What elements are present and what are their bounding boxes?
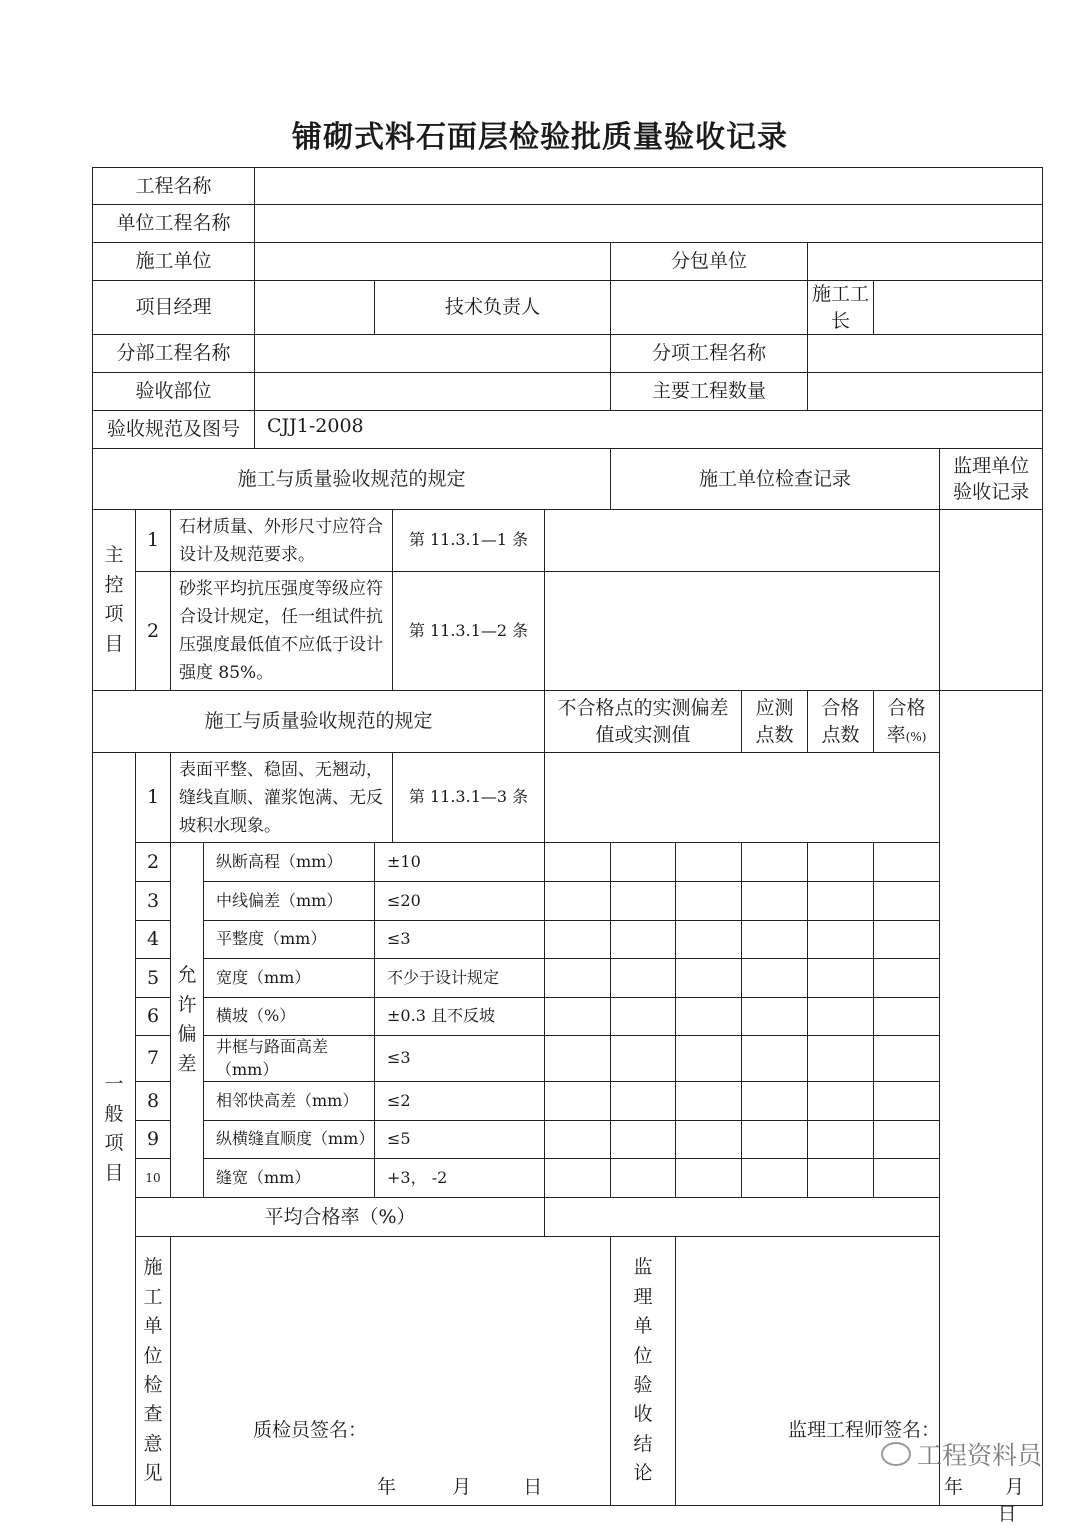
construction-unit-label: 施工单位 [93, 243, 255, 281]
tolerance-cell[interactable] [611, 921, 676, 959]
tolerance-cell[interactable] [611, 882, 676, 921]
average-pass-rate-value[interactable] [545, 1197, 940, 1236]
tolerance-cell[interactable] [742, 1120, 808, 1158]
tolerance-cell[interactable] [874, 843, 940, 882]
tolerance-no: 10 [136, 1158, 171, 1197]
tolerance-cell[interactable] [808, 1036, 874, 1082]
allowable-deviation-label: 允许偏差 [171, 843, 204, 1198]
tolerance-no: 8 [136, 1081, 171, 1120]
tolerance-cell[interactable] [676, 1081, 742, 1120]
tolerance-value: ≤3 [375, 1036, 545, 1082]
tolerance-cell[interactable] [545, 921, 611, 959]
project-manager-label: 项目经理 [93, 281, 255, 335]
tolerance-name: 平整度（mm） [204, 921, 375, 959]
tolerance-cell[interactable] [808, 882, 874, 921]
tolerance-no: 5 [136, 959, 171, 998]
tolerance-no: 2 [136, 843, 171, 882]
general-item-1-record[interactable] [545, 753, 940, 843]
should-measure-header: 应测点数 [742, 691, 808, 753]
page-title: 铺砌式料石面层检验批质量验收记录 [292, 120, 788, 155]
contractor-date-year: 年 [377, 1475, 397, 1498]
tolerance-cell[interactable] [545, 1158, 611, 1197]
subcontract-unit-label: 分包单位 [611, 243, 808, 281]
technical-lead-field[interactable] [611, 281, 808, 335]
main-item-2-desc: 砂浆平均抗压强度等级应符合设计规定，任一组试件抗压强度最低值不应低于设计强度 85%。 [171, 572, 393, 691]
tolerance-cell[interactable] [808, 921, 874, 959]
tolerance-cell[interactable] [808, 1081, 874, 1120]
pass-rate-header-main: 合格率 [886, 697, 926, 746]
general-item-1-no: 1 [136, 753, 171, 843]
tolerance-name: 宽度（mm） [204, 959, 375, 998]
tolerance-cell[interactable] [676, 1158, 742, 1197]
division-name-label: 分部工程名称 [93, 335, 255, 373]
general-item-1-clause: 第 11.3.1—3 条 [393, 753, 545, 843]
pass-rate-header [874, 691, 940, 753]
tolerance-cell[interactable] [611, 1036, 676, 1082]
tolerance-value: +3， -2 [375, 1158, 545, 1197]
main-item-2-no: 2 [136, 572, 171, 691]
tolerance-value: ≤5 [375, 1120, 545, 1158]
subitem-name-label: 分项工程名称 [611, 335, 808, 373]
technical-lead-label: 技术负责人 [375, 281, 611, 335]
tolerance-cell[interactable] [808, 1120, 874, 1158]
foreman-field[interactable] [874, 281, 1043, 335]
tolerance-cell[interactable] [611, 959, 676, 998]
contractor-date [377, 1474, 542, 1501]
tolerance-cell[interactable] [545, 1120, 611, 1158]
tolerance-cell[interactable] [611, 1158, 676, 1197]
tolerance-cell[interactable] [545, 1036, 611, 1082]
subitem-name-field[interactable] [808, 335, 1043, 373]
tolerance-cell[interactable] [808, 1158, 874, 1197]
general-spec-header: 施工与质量验收规范的规定 [93, 691, 545, 753]
watermark [881, 1436, 1042, 1472]
tolerance-no: 7 [136, 1036, 171, 1082]
main-item-1-record[interactable] [545, 510, 940, 572]
tolerance-name: 横坡（%） [204, 998, 375, 1036]
tolerance-cell[interactable] [874, 1036, 940, 1082]
tolerance-no: 3 [136, 882, 171, 921]
qualified-points-header: 合格点数 [808, 691, 874, 753]
tolerance-cell[interactable] [611, 843, 676, 882]
construction-unit-field[interactable] [255, 243, 611, 281]
tolerance-cell[interactable] [545, 1081, 611, 1120]
main-item-1-desc: 石材质量、外形尺寸应符合设计及规范要求。 [171, 510, 393, 572]
pass-rate-header-unit: (%) [905, 729, 927, 744]
average-pass-rate-label: 平均合格率（%） [136, 1197, 545, 1236]
tolerance-cell[interactable] [874, 921, 940, 959]
inspector-signature-label: 质检员签名： [253, 1418, 368, 1441]
tolerance-cell[interactable] [611, 998, 676, 1036]
tolerance-cell[interactable] [742, 843, 808, 882]
tolerance-cell[interactable] [874, 1081, 940, 1120]
tolerance-cell[interactable] [545, 882, 611, 921]
tolerance-cell[interactable] [874, 1158, 940, 1197]
foreman-label: 施工工长 [808, 281, 874, 335]
tolerance-cell[interactable] [808, 998, 874, 1036]
main-quantity-field[interactable] [808, 373, 1043, 411]
tolerance-cell[interactable] [742, 1158, 808, 1197]
tolerance-no: 4 [136, 921, 171, 959]
tolerance-value: 不少于设计规定 [375, 959, 545, 998]
tolerance-cell[interactable] [676, 882, 742, 921]
tolerance-cell[interactable] [676, 843, 742, 882]
contractor-date-month: 月 [452, 1475, 472, 1498]
main-item-1-no: 1 [136, 510, 171, 572]
main-item-2-record[interactable] [545, 572, 940, 691]
watermark-text: 工程资料员 [916, 1441, 1042, 1470]
tolerance-cell[interactable] [874, 882, 940, 921]
tolerance-cell[interactable] [874, 959, 940, 998]
tolerance-name: 井框与路面高差（mm） [204, 1036, 375, 1082]
tolerance-cell[interactable] [676, 921, 742, 959]
spec-header: 施工与质量验收规范的规定 [93, 449, 611, 510]
standard-label: 验收规范及图号 [93, 411, 255, 449]
main-quantity-label: 主要工程数量 [611, 373, 808, 411]
tolerance-name: 纵横缝直顺度（mm） [204, 1120, 375, 1158]
unit-project-field[interactable] [255, 205, 1043, 243]
tolerance-cell[interactable] [676, 959, 742, 998]
tolerance-cell[interactable] [545, 843, 611, 882]
tolerance-value: ±0.3 且不反坡 [375, 998, 545, 1036]
supervisor-date-month: 月 [1005, 1475, 1025, 1498]
tolerance-cell[interactable] [742, 1036, 808, 1082]
standard-value[interactable]: CJJ1-2008 [255, 411, 1043, 449]
engineer-signature-label: 监理工程师签名： [788, 1418, 941, 1441]
contractor-opinion-label: 施工单位检查意见 [136, 1236, 171, 1505]
tolerance-cell[interactable] [874, 1120, 940, 1158]
main-control-label: 主控项目 [93, 510, 136, 691]
tolerance-cell[interactable] [742, 959, 808, 998]
subcontract-unit-field[interactable] [808, 243, 1043, 281]
main-item-1-clause: 第 11.3.1—1 条 [393, 510, 545, 572]
tolerance-cell[interactable] [676, 1036, 742, 1082]
tolerance-value: ≤2 [375, 1081, 545, 1120]
project-name-label: 工程名称 [93, 168, 255, 205]
main-item-2-clause: 第 11.3.1—2 条 [393, 572, 545, 691]
tolerance-cell[interactable] [676, 998, 742, 1036]
tolerance-cell[interactable] [676, 1120, 742, 1158]
tolerance-name: 中线偏差（mm） [204, 882, 375, 921]
project-manager-field[interactable] [255, 281, 375, 335]
tolerance-cell[interactable] [808, 959, 874, 998]
check-record-header: 施工单位检查记录 [611, 449, 940, 510]
tolerance-cell[interactable] [874, 998, 940, 1036]
wechat-icon [881, 1442, 911, 1466]
supervisor-conclusion-label: 监理单位验收结论 [611, 1236, 676, 1505]
supervisor-date-year: 年 [944, 1475, 964, 1498]
tolerance-no: 9 [136, 1120, 171, 1158]
tolerance-cell[interactable] [611, 1081, 676, 1120]
contractor-opinion-area[interactable] [171, 1236, 611, 1505]
unit-project-label: 单位工程名称 [93, 205, 255, 243]
tolerance-cell[interactable] [742, 1081, 808, 1120]
tolerance-cell[interactable] [611, 1120, 676, 1158]
tolerance-value: ±10 [375, 843, 545, 882]
main-supervisor-record[interactable] [940, 510, 1043, 691]
general-label: 一般项目 [93, 753, 136, 1506]
inspection-part-field[interactable] [255, 373, 611, 411]
division-name-field[interactable] [255, 335, 611, 373]
supervisor-date [926, 1474, 1042, 1527]
supervisor-record-header: 监理单位验收记录 [940, 449, 1043, 510]
tolerance-cell[interactable] [742, 998, 808, 1036]
tolerance-value: ≤3 [375, 921, 545, 959]
project-name-field[interactable] [255, 168, 1043, 205]
tolerance-cell[interactable] [808, 843, 874, 882]
general-item-1-desc: 表面平整、稳固、无翘动，缝线直顺、灌浆饱满、无反坡积水现象。 [171, 753, 393, 843]
contractor-date-day: 日 [523, 1475, 543, 1498]
tolerance-no: 6 [136, 998, 171, 1036]
tolerance-name: 缝宽（mm） [204, 1158, 375, 1197]
tolerance-cell[interactable] [545, 959, 611, 998]
tolerance-name: 相邻快高差（mm） [204, 1081, 375, 1120]
supervisor-date-day: 日 [997, 1502, 1017, 1525]
inspection-part-label: 验收部位 [93, 373, 255, 411]
tolerance-cell[interactable] [742, 921, 808, 959]
deviation-header: 不合格点的实测偏差值或实测值 [545, 691, 742, 753]
inspection-record-table [92, 167, 1043, 1525]
tolerance-name: 纵断高程（mm） [204, 843, 375, 882]
tolerance-value: ≤20 [375, 882, 545, 921]
tolerance-cell[interactable] [742, 882, 808, 921]
tolerance-cell[interactable] [545, 998, 611, 1036]
